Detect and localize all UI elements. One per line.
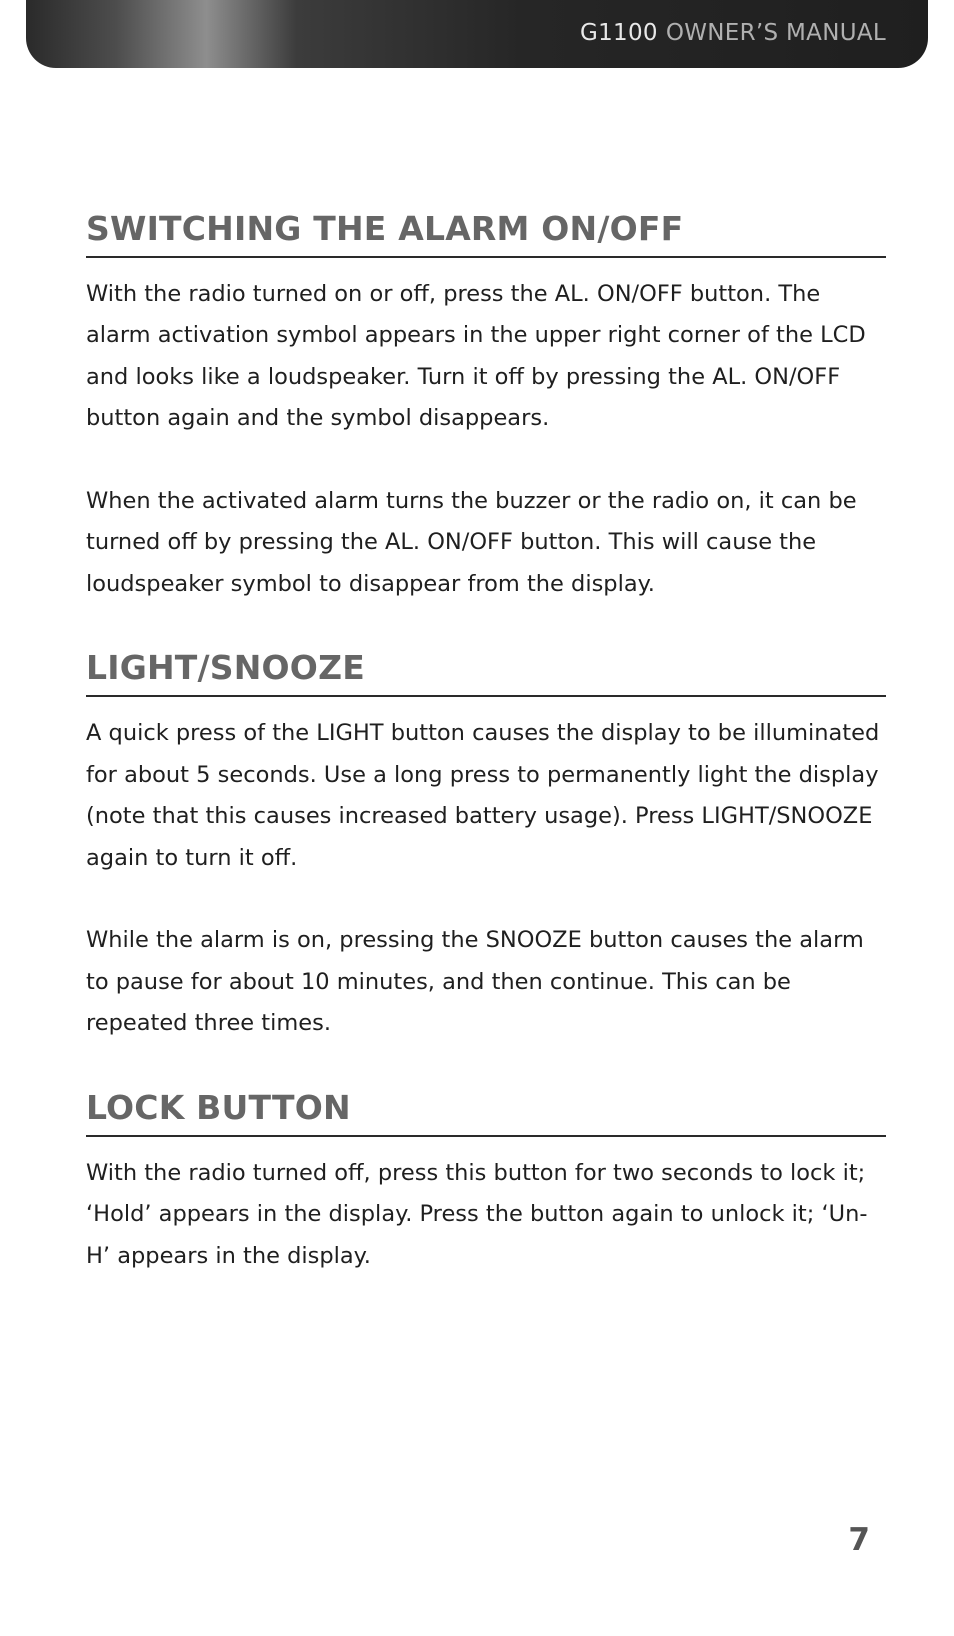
section-lock-button: [86, 1089, 886, 1277]
paragraph: A quick press of the LIGHT button causes the display to be illuminated for about 5 seconds. Use a long press to permanently light the display (note that this causes increased battery usage). Press LIGHT/SNOOZE again to turn it off.: [86, 720, 880, 871]
header-model: G1100: [579, 20, 658, 46]
paragraph: When the activated alarm turns the buzzer or the radio on, it can be turned off by pressing the AL. ON/OFF button. This will cause the loudspeaker symbol to disappear from the display.: [86, 487, 857, 597]
section-heading: SWITCHING THE ALARM ON/OFF: [86, 210, 886, 258]
page-number: 7: [848, 1522, 870, 1558]
section-alarm-on-off: [86, 210, 886, 605]
section-heading: LOCK BUTTON: [86, 1089, 886, 1137]
section-heading: LIGHT/SNOOZE: [86, 649, 886, 697]
section-light-snooze: [86, 649, 886, 1044]
header-manual-label: OWNER’S MANUAL: [665, 20, 886, 46]
page-content: [86, 210, 886, 1321]
paragraph: While the alarm is on, pressing the SNOOZE button causes the alarm to pause for about 10 minutes, and then continue. This can be repeated three times.: [86, 927, 864, 1037]
header-title: [580, 20, 886, 46]
header-bar: [26, 0, 928, 68]
paragraph: With the radio turned on or off, press the AL. ON/OFF button. The alarm activation symbol appears in the upper right corner of the LCD and looks like a loudspeaker. Turn it off by pressing the AL. ON/OFF button again and the symbol disappears.: [86, 280, 866, 432]
paragraph: With the radio turned off, press this button for two seconds to lock it; ‘Hold’ appears in the display. Press the button again to unlock it; ‘Un-H’ appears in the display.: [86, 1159, 868, 1269]
